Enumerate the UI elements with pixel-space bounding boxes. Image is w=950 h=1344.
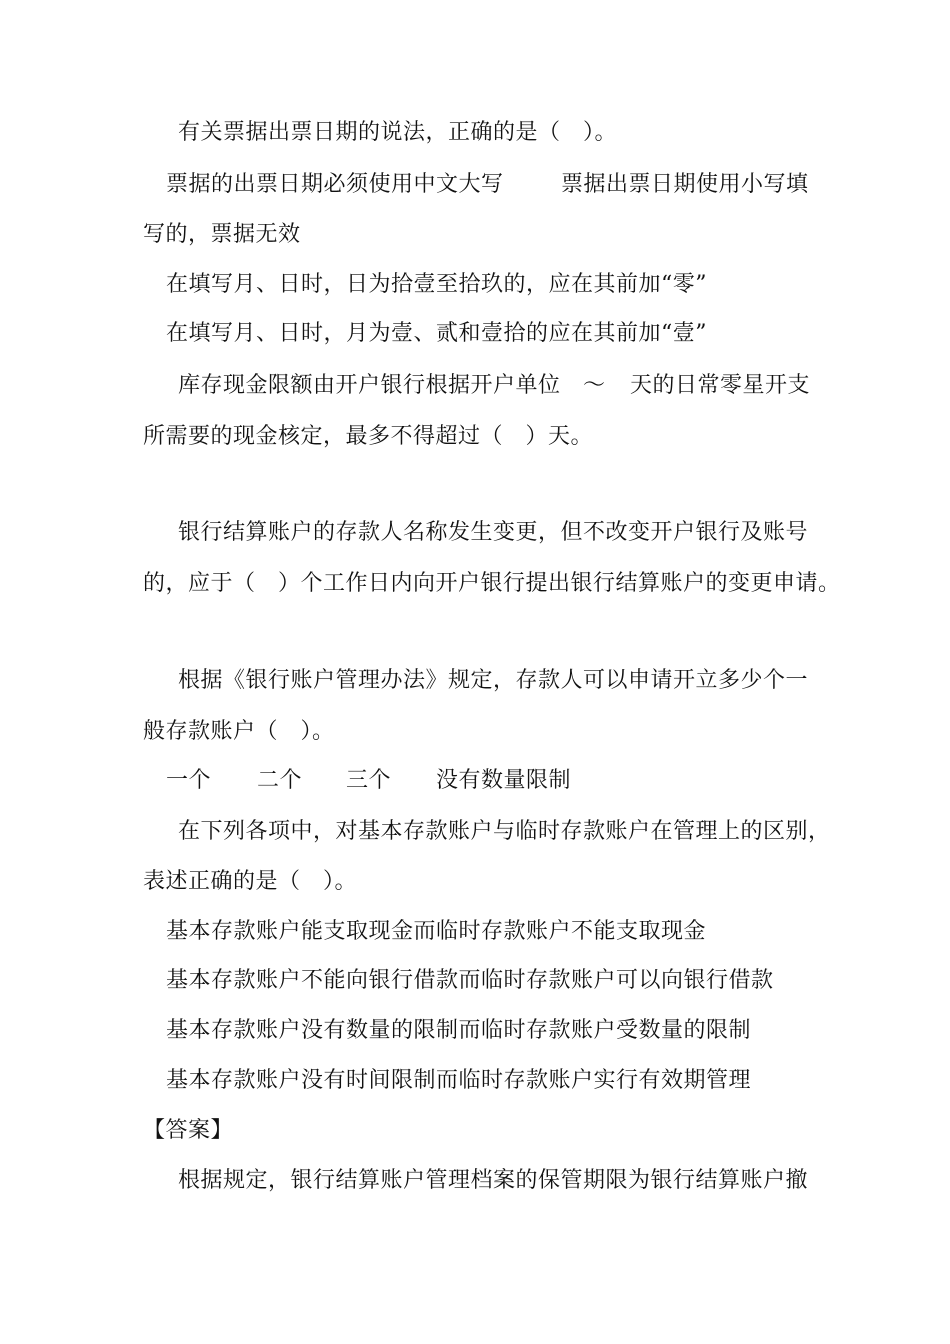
q2-stem-part1-a: 库存现金限额由开户银行根据开户单位 <box>178 373 561 398</box>
q4-stem-part2: 般存款账户（ ）。 <box>143 719 335 744</box>
q3-stem-part2: 的，应于（ ）个工作日内向开户银行提出银行结算账户的变更申请。 <box>143 571 841 596</box>
q4-option-c: 三个 <box>346 768 392 793</box>
q1-option-b-part1: 票据出票日期使用小写填 <box>561 172 809 197</box>
q5-stem-part2: 表述正确的是（ ）。 <box>143 869 358 894</box>
q1-option-b-part2: 写的，票据无效 <box>143 222 301 247</box>
q5-option-c: 基本存款账户没有数量的限制而临时存款账户受数量的限制 <box>166 1018 752 1043</box>
q2-stem-part1-b: ～ <box>583 373 606 398</box>
answer-text: 根据规定，银行结算账户管理档案的保管期限为银行结算账户撤 <box>178 1168 809 1193</box>
q5-option-b: 基本存款账户不能向银行借款而临时存款账户可以向银行借款 <box>166 968 774 993</box>
answer-heading: 【答案】 <box>143 1118 234 1143</box>
q4-option-b: 二个 <box>257 768 303 793</box>
q1-stem: 有关票据出票日期的说法，正确的是（ ）。 <box>178 120 618 145</box>
q5-stem-part1: 在下列各项中，对基本存款账户与临时存款账户在管理上的区别， <box>178 819 831 844</box>
q4-option-a: 一个 <box>166 768 212 793</box>
q1-option-a: 票据的出票日期必须使用中文大写 <box>166 172 504 197</box>
q4-stem-part1: 根据《银行账户管理办法》规定，存款人可以申请开立多少个一 <box>178 668 809 693</box>
q1-option-c: 在填写月、日时，日为拾壹至拾玖的，应在其前加“零” <box>166 272 707 297</box>
q4-option-d: 没有数量限制 <box>436 768 572 793</box>
q5-option-a: 基本存款账户能支取现金而临时存款账户不能支取现金 <box>166 919 707 944</box>
q1-option-d: 在填写月、日时，月为壹、贰和壹拾的应在其前加“壹” <box>166 321 707 346</box>
q2-stem-part2: 所需要的现金核定，最多不得超过（ ）天。 <box>143 424 594 449</box>
q5-option-d: 基本存款账户没有时间限制而临时存款账户实行有效期管理 <box>166 1068 752 1093</box>
q3-stem-part1: 银行结算账户的存款人名称发生变更，但不改变开户银行及账号 <box>178 520 809 545</box>
q2-stem-part1-c: 天的日常零星开支 <box>630 373 811 398</box>
